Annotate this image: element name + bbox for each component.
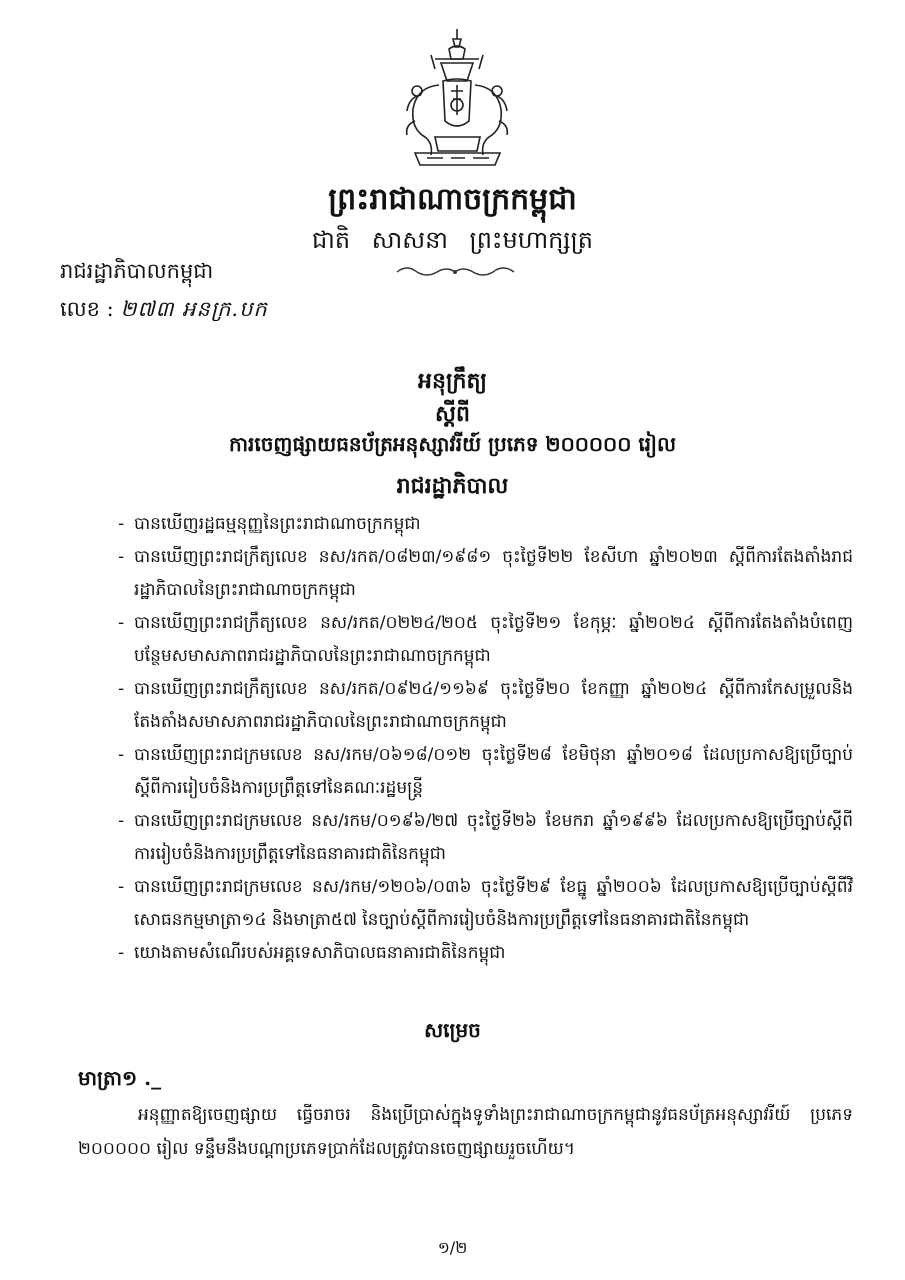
article-body: អនុញ្ញាតឱ្យចេញផ្សាយ ធ្វើចរាចរ និងប្រើប្រាស់ក្នុងទូទាំងព្រះរាជាណាចក្រកម្ពុជានូវធនប័ត្រអនុស្សាវរីយ៍ ប្រភេទ ២០០០០០ រៀល ទន្ទឹមនឹងបណ្ដាប្រភេទប្រាក់ដែលត្រូវបានចេញផ្សាយរួចហើយ។ [78, 1105, 853, 1159]
flourish-ornament-icon [393, 262, 518, 280]
preamble-list [118, 508, 853, 970]
preamble-clause: - បានឃើញព្រះរាជក្រឹត្យលេខ នស/រកត/០២២៤/២០៥ ចុះថ្ងៃទី២១ ខែកុម្ភៈ ឆ្នាំ២០២៤ ស្ដីពីការតែងតាំងបំពេញបន្ថែមសមាសភាពរាជរដ្ឋាភិបាលនៃព្រះរាជាណាចក្រកម្ពុជា [118, 607, 853, 673]
decision-heading: សម្រេច [424, 1018, 481, 1042]
article-heading: មាត្រា១ ._ [78, 1066, 162, 1090]
issuing-government: រាជរដ្ឋាភិបាលកម្ពុជា [60, 259, 214, 283]
document-type: អនុក្រឹត្យ [418, 368, 487, 394]
page-number: ១/២ [437, 1238, 468, 1257]
preamble-clause: - បានឃើញព្រះរាជក្រមលេខ នស/រកម/០១៩៦/២៧ ចុះថ្ងៃទី២៦ ខែមករា ឆ្នាំ១៩៩៦ ដែលប្រកាសឱ្យប្រើច្បាប់ស្ដីពីការរៀបចំនិងការប្រព្រឹត្តទៅនៃធនាគារជាតិនៃកម្ពុជា [118, 805, 853, 871]
reference-label: លេខ : [60, 297, 114, 321]
preamble-clause: - បានឃើញព្រះរាជក្រឹត្យលេខ នស/រកត/០៨២៣/១៩៨១ ចុះថ្ងៃទី២២ ខែសីហា ឆ្នាំ២០២៣ ស្ដីពីការតែងតាំងរាជរដ្ឋាភិបាលនៃព្រះរាជាណាចក្រកម្ពុជា [118, 541, 853, 607]
preamble-clause: - យោងតាមសំណើរបស់អគ្គទេសាភិបាលធនាគារជាតិនៃកម្ពុជា [118, 937, 853, 970]
preamble-clause: - បានឃើញព្រះរាជក្រឹត្យលេខ នស/រកត/០៩២៤/១១៦៩ ចុះថ្ងៃទី២០ ខែកញ្ញា ឆ្នាំ២០២៤ ស្ដីពីការកែសម្រួលនិងតែងតាំងសមាសភាពរាជរដ្ឋាភិបាលនៃព្រះរាជាណាចក្រកម្ពុជា [118, 673, 853, 739]
reference-number [60, 294, 268, 324]
about-label: ស្ដីពី [435, 401, 470, 427]
reference-value: ២៧៣ អនក្រ.បក [120, 297, 268, 321]
national-motto: ជាតិ សាសនា ព្រះមហាក្សត្រ [312, 226, 593, 254]
preamble-clause: - បានឃើញរដ្ឋធម្មនុញ្ញនៃព្រះរាជាណាចក្រកម្ពុជា [118, 508, 853, 541]
issuer-heading: រាជរដ្ឋាភិបាល [396, 473, 509, 499]
preamble-clause: - បានឃើញព្រះរាជក្រមលេខ នស/រកម/១២០៦/០៣៦ ចុះថ្ងៃទី២៩ ខែធ្នូ ឆ្នាំ២០០៦ ដែលប្រកាសឱ្យប្រើច្បាប់ស្ដីពីវិសោធនកម្មមាត្រា១៤ និងមាត្រា៥៧ នៃច្បាប់ស្ដីពីការរៀបចំនិងការប្រព្រឹត្តទៅនៃធនាគារជាតិនៃកម្ពុជា [118, 871, 853, 937]
royal-emblem-icon [395, 25, 520, 175]
decree-subject: ការចេញផ្សាយធនប័ត្រអនុស្សាវរីយ៍ ប្រភេទ ២០០០០០ រៀល [228, 432, 677, 456]
kingdom-title: ព្រះរាជាណាចក្រកម្ពុជា [328, 182, 577, 217]
preamble-clause: - បានឃើញព្រះរាជក្រមលេខ នស/រកម/០៦១៨/០១២ ចុះថ្ងៃទី២៨ ខែមិថុនា ឆ្នាំ២០១៨ ដែលប្រកាសឱ្យប្រើច្បាប់ស្ដីពីការរៀបចំនិងការប្រព្រឹត្តទៅនៃគណៈរដ្ឋមន្ត្រី [118, 739, 853, 805]
